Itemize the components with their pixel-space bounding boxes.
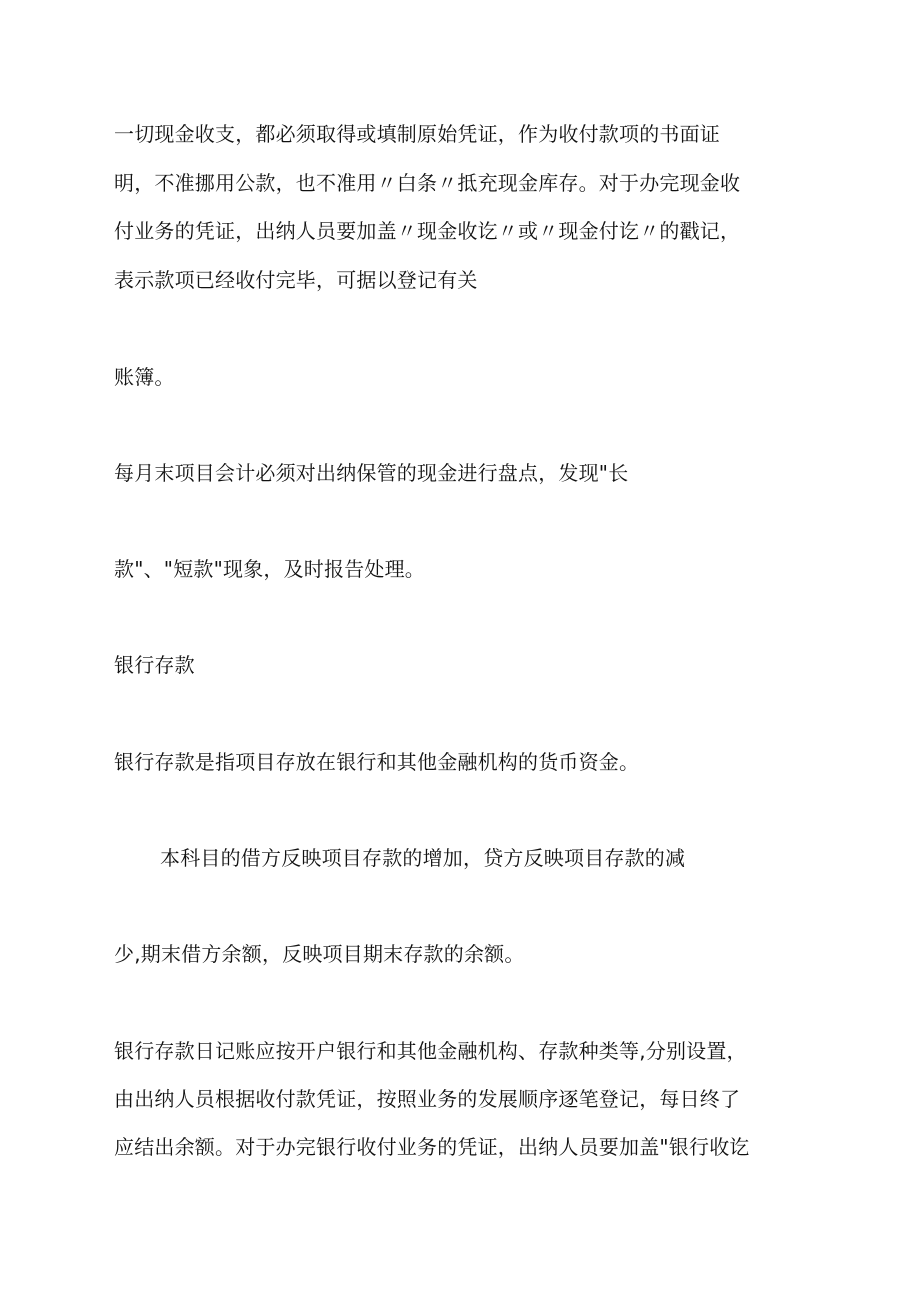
text-line: 本科目的借方反映项目存款的增加，贷方反映项目存款的减 bbox=[160, 846, 686, 870]
text-line: 表示款项已经收付完毕，可据以登记有关 bbox=[114, 268, 478, 292]
text-line: 款"、"短款"现象，及时报告处理。 bbox=[114, 557, 425, 581]
text-line: 银行存款是指项目存放在银行和其他金融机构的货币资金。 bbox=[114, 750, 640, 774]
text-line: 账簿。 bbox=[114, 365, 175, 389]
text-line: 明，不准挪用公款，也不准用〃白条〃抵充现金库存。对于办完现金收 bbox=[114, 171, 741, 195]
text-line: 由出纳人员根据收付款凭证，按照业务的发展顺序逐笔登记，每日终了 bbox=[114, 1087, 741, 1111]
text-line: 一切现金收支，都必须取得或填制原始凭证，作为收付款项的书面证 bbox=[114, 122, 720, 146]
text-line: 付业务的凭证，出纳人员要加盖〃现金收讫〃或〃现金付讫〃的戳记， bbox=[114, 219, 741, 243]
section-heading: 银行存款 bbox=[114, 653, 195, 677]
text-line: 少,期末借方余额，反映项目期末存款的余额。 bbox=[114, 942, 525, 966]
text-line: 应结出余额。对于办完银行收付业务的凭证，出纳人员要加盖"银行收讫 bbox=[114, 1135, 750, 1159]
text-line: 银行存款日记账应按开户银行和其他金融机构、存款种类等,分别设置， bbox=[114, 1039, 747, 1063]
text-line: 每月末项目会计必须对出纳保管的现金进行盘点，发现"长 bbox=[114, 461, 629, 485]
